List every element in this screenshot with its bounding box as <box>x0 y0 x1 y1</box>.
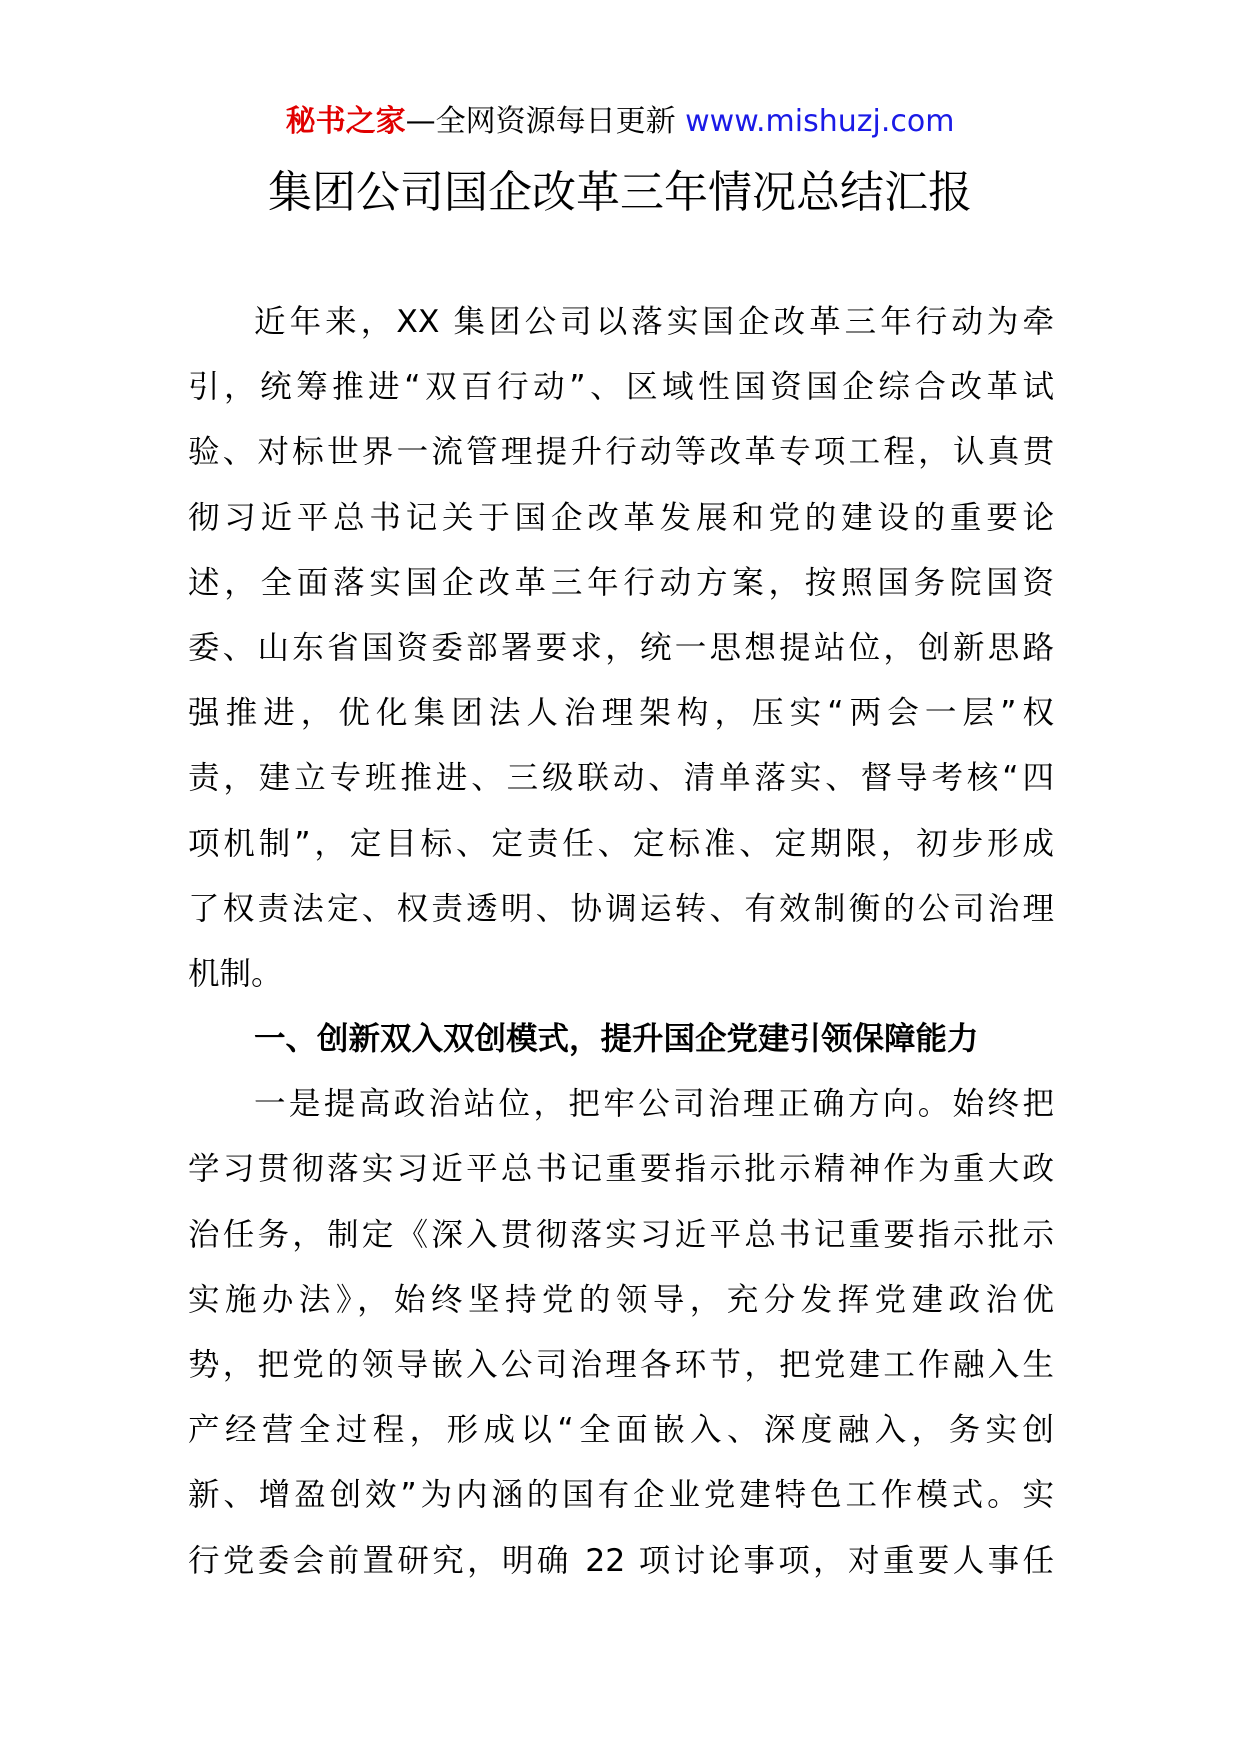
paragraph-line: 机制。 <box>188 955 283 992</box>
paragraph-line: 彻习近平总书记关于国企改革发展和党的建设的重要论 <box>188 499 1054 536</box>
site-url: www.mishuzj.com <box>685 104 955 139</box>
paragraph-line: 学习贯彻落实习近平总书记重要指示批示精神作为重大政 <box>188 1151 1054 1188</box>
paragraph-line: 新、增盈创效”为内涵的国有企业党建特色工作模式。实 <box>188 1477 1054 1514</box>
header-slogan: —全网资源每日更新 <box>405 104 676 139</box>
paragraph-line: 引，统筹推进“双百行动”、区域性国资国企综合改革试 <box>188 369 1054 406</box>
paragraph-line: 治任务，制定《深入贯彻落实习近平总书记重要指示批示 <box>188 1216 1054 1253</box>
section-heading: 一、创新双入双创模式，提升国企党建引领保障能力 <box>254 1021 979 1058</box>
paragraph-line: 一是提高政治站位，把牢公司治理正确方向。始终把 <box>254 1086 1054 1123</box>
paragraph-line: 验、对标世界一流管理提升行动等改革专项工程，认真贯 <box>188 434 1054 471</box>
paragraph-line: 述，全面落实国企改革三年行动方案，按照国务院国资 <box>188 564 1054 601</box>
brand-name: 秘书之家 <box>285 104 406 139</box>
paragraph-line: 项机制”，定目标、定责任、定标准、定期限，初步形成 <box>188 825 1054 862</box>
document-title: 集团公司国企改革三年情况总结汇报 <box>268 167 972 218</box>
paragraph-line: 责，建立专班推进、三级联动、清单落实、督导考核“四 <box>188 760 1054 797</box>
paragraph-line: 产经营全过程，形成以“全面嵌入、深度融入，务实创 <box>188 1412 1054 1449</box>
paragraph-line: 实施办法》，始终坚持党的领导，充分发挥党建政治优 <box>188 1281 1054 1318</box>
paragraph-line: 行党委会前置研究，明确 22 项讨论事项，对重要人事任 <box>188 1542 1054 1579</box>
paragraph-line: 了权责法定、权责透明、协调运转、有效制衡的公司治理 <box>188 890 1054 927</box>
paragraph-line: 势，把党的领导嵌入公司治理各环节，把党建工作融入生 <box>188 1347 1054 1383</box>
paragraph-line: 强推进，优化集团法人治理架构，压实“两会一层”权 <box>188 695 1054 732</box>
document-body <box>188 290 1054 1594</box>
page-header <box>0 100 1240 144</box>
paragraph-line: 委、山东省国资委部署要求，统一思想提站位，创新思路 <box>188 629 1054 666</box>
paragraph-line: 近年来，XX 集团公司以落实国企改革三年行动为牵 <box>254 304 1054 340</box>
